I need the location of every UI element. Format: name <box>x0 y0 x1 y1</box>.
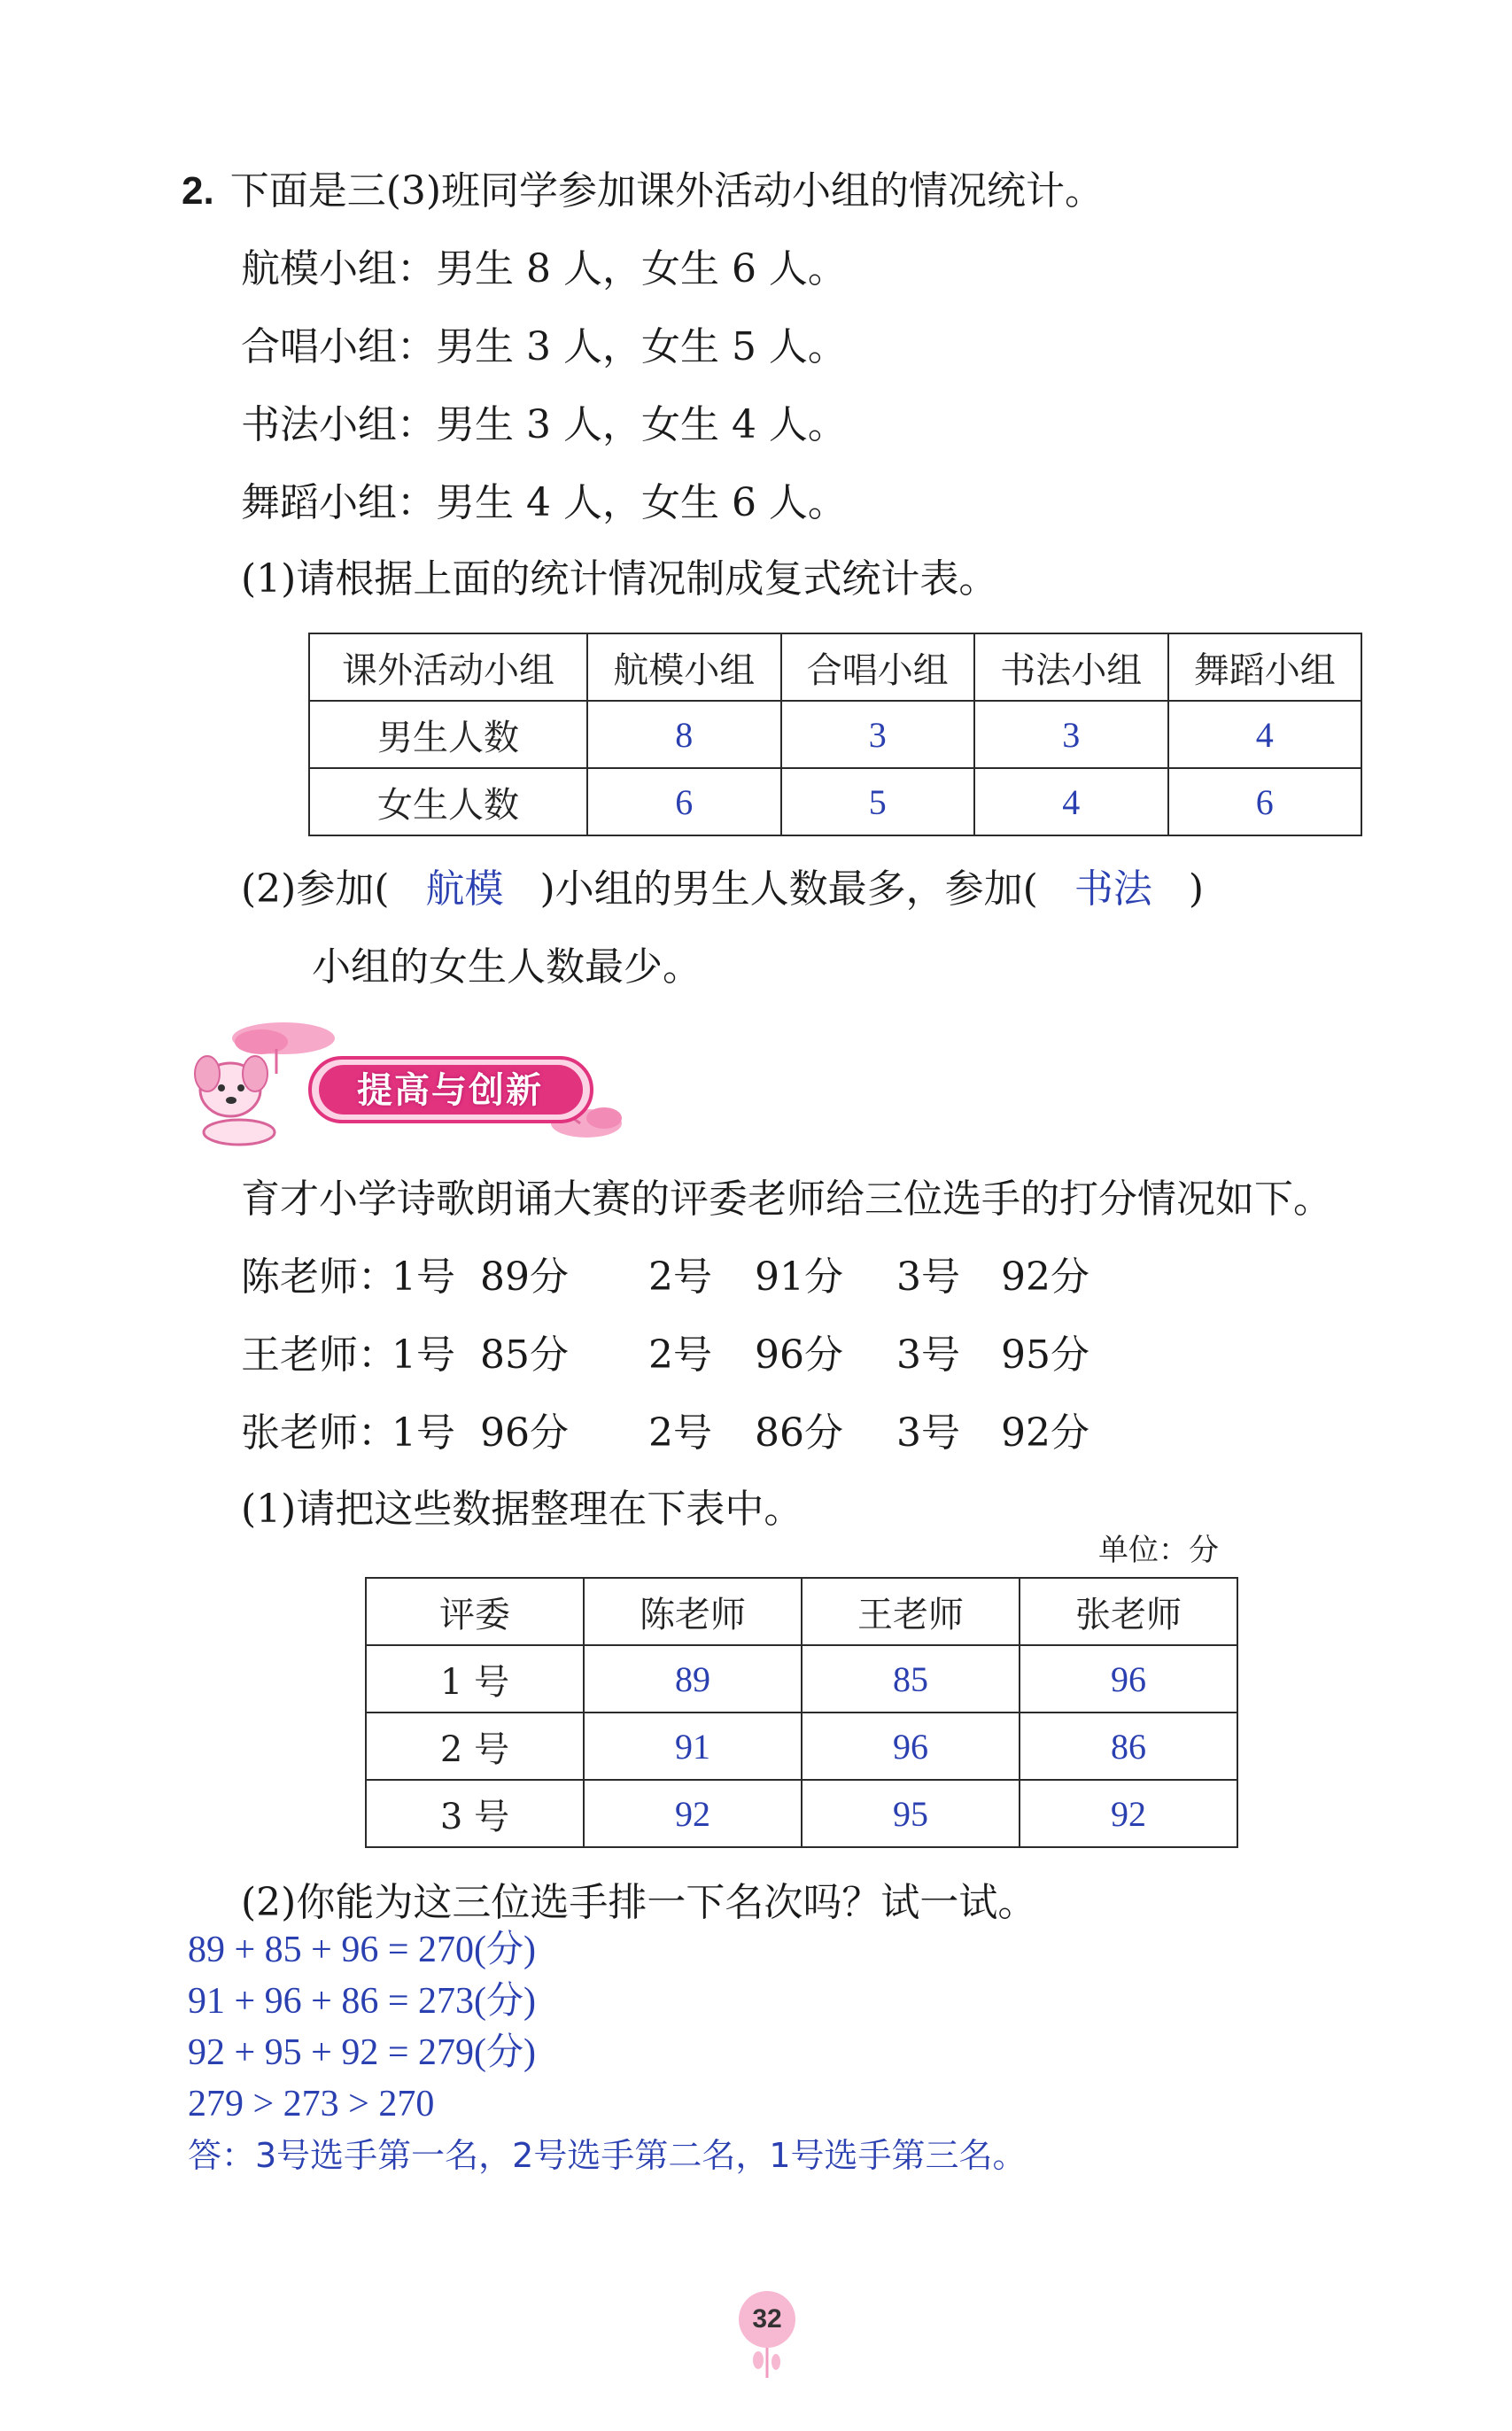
answer-cell: 3 <box>974 701 1168 768</box>
answer-blank-1: 航模 <box>425 866 504 912</box>
score-value: 91分 <box>755 1254 843 1300</box>
answer-cell: 95 <box>802 1780 1020 1847</box>
answer-cell: 4 <box>1168 701 1362 768</box>
answer-cell: 5 <box>781 768 975 835</box>
table-header: 评委 <box>366 1578 584 1645</box>
answer-cell: 3 <box>781 701 975 768</box>
contestant-label: 1号 <box>392 1332 455 1378</box>
score-value: 92分 <box>1001 1254 1089 1300</box>
puppy-icon <box>195 1056 275 1145</box>
q2-info-line-1: 航模小组：男生 8 人，女生 6 人。 <box>241 246 847 291</box>
answer-blank-2: 书法 <box>1074 866 1152 912</box>
table-header: 陈老师 <box>584 1578 802 1645</box>
section-title: 提高与创新 <box>357 1070 543 1111</box>
score-line <box>241 1253 1089 1302</box>
answer-line: 91 + 96 + 86 = 273(分) <box>188 1981 537 2022</box>
score-table <box>365 1577 1238 1848</box>
answer-cell: 96 <box>1020 1645 1237 1713</box>
table-row <box>366 1780 1237 1847</box>
contestant-label: 3号 <box>896 1410 960 1456</box>
score-value: 86分 <box>755 1410 843 1456</box>
answer-cell: 6 <box>587 768 781 835</box>
table-header: 合唱小组 <box>781 633 975 701</box>
q3-part1: (1)请把这些数据整理在下表中。 <box>241 1487 803 1532</box>
table-row <box>309 701 1361 768</box>
teacher-name: 张老师： <box>241 1410 397 1456</box>
q2-part2-prefix: (2)参加( <box>241 866 390 912</box>
score-value: 92分 <box>1001 1410 1089 1456</box>
page-number: 32 <box>752 2304 782 2334</box>
answer-line: 92 + 95 + 92 = 279(分) <box>188 2032 537 2073</box>
q2-part2-line-2: 小组的女生人数最少。 <box>312 944 702 990</box>
score-value: 85分 <box>480 1332 569 1378</box>
teacher-name: 陈老师： <box>241 1254 397 1300</box>
answer-cell: 89 <box>584 1645 802 1713</box>
answer-cell: 91 <box>584 1713 802 1780</box>
row-label: 男生人数 <box>309 701 587 768</box>
answer-line: 89 + 85 + 96 = 270(分) <box>188 1930 537 1970</box>
row-label: 女生人数 <box>309 768 587 835</box>
q2-part2-suffix: ) <box>1188 866 1205 912</box>
score-value: 96分 <box>755 1332 843 1378</box>
answer-cell: 4 <box>974 768 1168 835</box>
table-header: 书法小组 <box>974 633 1168 701</box>
answer-cell: 92 <box>1020 1780 1237 1847</box>
section-banner <box>177 1019 638 1152</box>
answer-cell: 6 <box>1168 768 1362 835</box>
contestant-label: 2号 <box>648 1254 712 1300</box>
activity-stat-table <box>308 633 1362 836</box>
score-line <box>241 1331 1089 1380</box>
table-header: 课外活动小组 <box>309 633 587 701</box>
row-label: 2 号 <box>366 1713 584 1780</box>
contestant-label: 3号 <box>896 1254 960 1300</box>
q2-info-line-4: 舞蹈小组：男生 4 人，女生 6 人。 <box>241 480 847 525</box>
question-number: 2. <box>182 169 214 213</box>
q2-part2-middle: )小组的男生人数最多，参加( <box>539 866 1038 912</box>
answer-conclusion: 答：3号选手第一名，2号选手第二名，1号选手第三名。 <box>188 2136 1027 2175</box>
answer-cell: 8 <box>587 701 781 768</box>
table-row <box>366 1645 1237 1713</box>
score-line <box>241 1409 1089 1458</box>
table-row <box>366 1713 1237 1780</box>
q2-part2-line-1 <box>241 865 1204 914</box>
answer-line: 279 > 273 > 270 <box>188 2084 435 2124</box>
q3-stem: 育才小学诗歌朗诵大赛的评委老师给三位选手的打分情况如下。 <box>241 1177 1332 1222</box>
contestant-label: 2号 <box>648 1332 712 1378</box>
teacher-name: 王老师： <box>241 1332 397 1378</box>
answer-cell: 85 <box>802 1645 1020 1713</box>
q2-stem-line <box>182 167 1104 216</box>
score-value: 95分 <box>1001 1332 1089 1378</box>
table-row <box>309 768 1361 835</box>
answer-cell: 86 <box>1020 1713 1237 1780</box>
contestant-label: 1号 <box>392 1410 455 1456</box>
q2-stem: 下面是三(3)班同学参加课外活动小组的情况统计。 <box>229 168 1105 214</box>
unit-label: 单位：分 <box>1098 1533 1219 1568</box>
contestant-label: 3号 <box>896 1332 960 1378</box>
table-header: 舞蹈小组 <box>1168 633 1362 701</box>
q2-part1: (1)请根据上面的统计情况制成复式统计表。 <box>241 556 998 602</box>
q2-info-line-2: 合唱小组：男生 3 人，女生 5 人。 <box>241 324 847 369</box>
row-label: 3 号 <box>366 1780 584 1847</box>
contestant-label: 2号 <box>648 1410 712 1456</box>
table-header: 张老师 <box>1020 1578 1237 1645</box>
answer-cell: 92 <box>584 1780 802 1847</box>
score-value: 89分 <box>480 1254 569 1300</box>
answer-cell: 96 <box>802 1713 1020 1780</box>
row-label: 1 号 <box>366 1645 584 1713</box>
q3-part2: (2)你能为这三位选手排一下名次吗？试一试。 <box>241 1880 1037 1925</box>
table-header: 航模小组 <box>587 633 781 701</box>
contestant-label: 1号 <box>392 1254 455 1300</box>
table-header: 王老师 <box>802 1578 1020 1645</box>
q2-info-line-3: 书法小组：男生 3 人，女生 4 人。 <box>241 402 847 447</box>
score-value: 96分 <box>480 1410 569 1456</box>
